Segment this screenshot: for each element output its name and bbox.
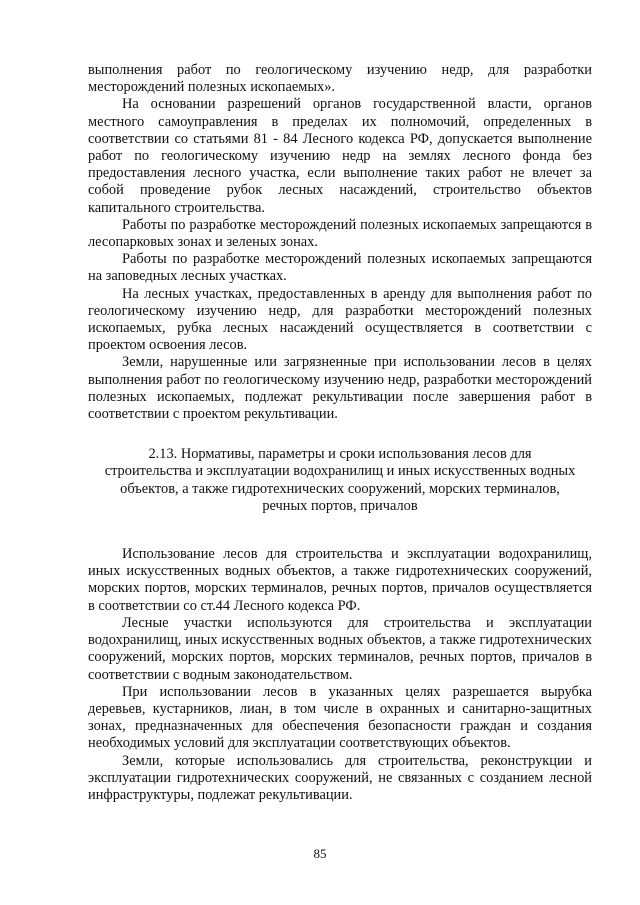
paragraph-leased-plots: На лесных участках, предоставленных в аренду для выполнения работ по геологическому изучению недр, для разработки месторождений полезных ископаемых, рубка лесных насаждений осуществляется в соответствии с проектом освоения лесов. (88, 285, 592, 354)
section-heading-line: объектов, а также гидротехнических сооружений, морских терминалов, (120, 480, 560, 497)
section-heading-line: строительства и эксплуатации водохранилищ и иных искусственных водных (104, 463, 576, 480)
paragraph-reserve-ban: Работы по разработке месторождений полезных ископаемых запрещаются на заповедных лесных участках. (88, 251, 592, 285)
page-number: 85 (313, 846, 327, 861)
paragraph-continuation: выполнения работ по геологическому изучению недр, для разработки месторождений полезных ископаемых». (88, 62, 592, 96)
section-heading (88, 446, 592, 515)
paragraph-forest-park-ban: Работы по разработке месторождений полезных ископаемых запрещаются в лесопарковых зонах и зеленых зонах. (88, 216, 592, 251)
paragraph-exploration-permits: На основании разрешений органов государственной власти, органов местного самоуправления в пределах их полномочий, определенных в соответствии со статьями 81 - 84 Лесного кодекса РФ, допускается выполнение работ по геологическому изучению недр на землях лесного фонда без предоставления лесного участка, если выполнение таких работ не влечет за собой проведение рубок лесных насаждений, строительство объектов капитального строительства. (88, 96, 592, 216)
paragraph-reclamation: Земли, нарушенные или загрязненные при использовании лесов в целях выполнения работ по геологическому изучению недр, разработки месторождений полезных ископаемых, подлежат рекультивации после завершения работ в соответствии с проектом рекультивации. (88, 354, 592, 423)
paragraph-reservoir-use: Использование лесов для строительства и эксплуатации водохранилищ, иных искусственных водных объектов, а также гидротехнических сооружений, морских портов, морских терминалов, речных портов, причалов осуществляется в соответствии со ст.44 Лесного кодекса РФ. (88, 546, 592, 614)
paragraph-felling-allowed: При использовании лесов в указанных целях разрешается вырубка деревьев, кустарников, лиан, в том числе в охранных и санитарно-защитных зонах, предназначенных для обеспечения безопасности граждан и создания необходимых условий для эксплуатации соответствующих объектов. (88, 683, 592, 752)
section-heading-line: речных портов, причалов (262, 497, 418, 514)
paragraph-land-reclamation: Земли, которые использовались для строительства, реконструкции и эксплуатации гидротехнических сооружений, не связанных с созданием лесной инфраструктуры, подлежат рекультивации. (88, 752, 592, 803)
document-page (88, 62, 592, 804)
section-heading-line: 2.13. Нормативы, параметры и сроки использования лесов для (148, 446, 532, 463)
paragraph-water-legislation: Лесные участки используются для строительства и эксплуатации водохранилищ, иных искусственных водных объектов, а также гидротехнических сооружений, морских портов, морских терминалов, речных портов, причалов в соответствии с водным законодательством. (88, 614, 592, 683)
